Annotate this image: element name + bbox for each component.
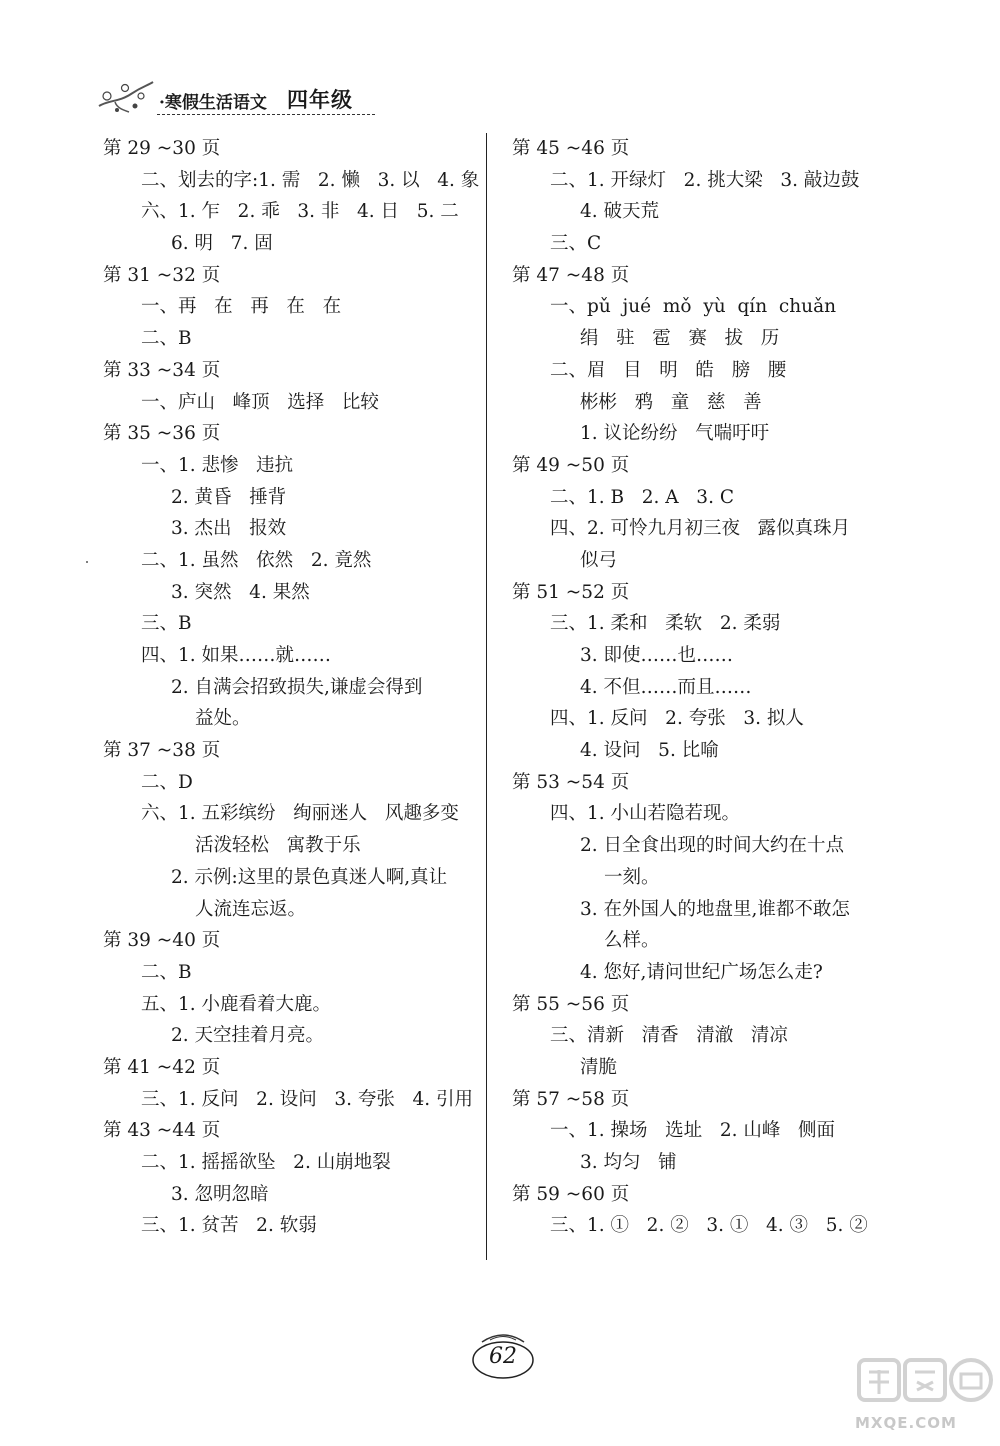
- answer-line: 二、1. 开绿灯 2. 挑大梁 3. 敲边鼓: [550, 169, 860, 191]
- answer-line: 四、1. 如果……就……: [141, 645, 332, 666]
- answer-line: 一、1. 悲惨 违抗: [141, 454, 294, 476]
- answer-line: 4. 不但……而且……: [580, 676, 752, 698]
- answer-line: 二、1. B 2. A 3. C: [550, 486, 734, 508]
- answer-line: 二、眉 目 明 皓 膀 腰: [550, 359, 787, 381]
- answer-line: 绢 驻 雹 赛 拔 历: [580, 328, 780, 350]
- answer-line: 一、pǔ jué mǒ yù qín chuǎn: [550, 296, 837, 318]
- answer-line: 4. 破天荒: [580, 201, 660, 223]
- scan-speck: [86, 561, 88, 563]
- answer-line: 3. 即使……也……: [580, 645, 734, 666]
- answer-line: 3. 杰出 报效: [171, 518, 287, 540]
- answer-line: 么样。: [604, 930, 660, 952]
- answer-line: 二、D: [141, 771, 193, 793]
- page-range-heading: 第 49 ~50 页: [512, 454, 630, 476]
- page-range-heading: 第 57 ~58 页: [512, 1088, 630, 1110]
- right-answer-column: [512, 133, 912, 1242]
- answer-line: 二、1. 虽然 依然 2. 竟然: [141, 549, 372, 571]
- answer-line: 一、再 在 再 在 在: [141, 296, 342, 318]
- answer-line: 似弓: [580, 549, 618, 571]
- answer-line: 4. 设问 5. 比喻: [580, 740, 719, 762]
- page-range-heading: 第 31 ~32 页: [103, 264, 221, 286]
- answer-line: 2. 示例:这里的景色真迷人啊,真让: [171, 866, 448, 888]
- header-rule: [157, 114, 375, 115]
- answer-line: 人流连忘返。: [195, 898, 307, 920]
- answer-line: 一、庐山 峰顶 选择 比较: [141, 391, 379, 413]
- answer-line: 六、1. 乍 2. 乖 3. 非 4. 日 5. 二: [141, 201, 459, 223]
- answer-line: 2. 天空挂着月亮。: [171, 1025, 325, 1047]
- page-range-heading: 第 51 ~52 页: [512, 581, 630, 603]
- answer-line: 活泼轻松 寓教于乐: [195, 835, 361, 857]
- answer-line: 清脆: [580, 1056, 618, 1078]
- answer-line: 3. 在外国人的地盘里,谁都不敢怎: [580, 898, 850, 920]
- answer-line: 二、划去的字:1. 需 2. 懒 3. 以 4. 象: [141, 169, 480, 191]
- page-range-heading: 第 39 ~40 页: [103, 930, 221, 952]
- answer-line: 3. 均匀 铺: [580, 1152, 677, 1173]
- answer-line: 三、1. 反问 2. 设问 3. 夸张 4. 引用: [141, 1088, 474, 1110]
- page-range-heading: 第 47 ~48 页: [512, 264, 630, 286]
- watermark-logo-icon: [855, 1352, 995, 1412]
- answer-line: 彬彬 鸦 童 慈 善: [580, 391, 762, 413]
- answer-line: 2. 自满会招致损失,谦虚会得到: [171, 676, 423, 698]
- answer-line: 三、C: [550, 233, 602, 255]
- answer-line: 五、1. 小鹿看着大鹿。: [141, 993, 332, 1015]
- answer-line: 二、B: [141, 961, 192, 983]
- answer-line: 二、B: [141, 328, 192, 350]
- watermark: [855, 1352, 995, 1442]
- page-range-heading: 第 59 ~60 页: [512, 1183, 630, 1205]
- answer-line: 1. 议论纷纷 气喘吁吁: [580, 423, 770, 445]
- page-range-heading: 第 41 ~42 页: [103, 1056, 221, 1078]
- answer-line: 三、1. 柔和 柔软 2. 柔弱: [550, 613, 781, 635]
- answer-line: 一、1. 操场 选址 2. 山峰 侧面: [550, 1120, 835, 1142]
- page-number: 62: [489, 1344, 517, 1369]
- answer-line: 3. 忽明忽暗: [171, 1183, 269, 1205]
- answer-line: 三、清新 清香 清澈 清凉: [550, 1025, 788, 1047]
- watermark-url: MXQE.COM: [855, 1414, 957, 1432]
- page-footer: [468, 1322, 538, 1390]
- answer-line: 四、1. 小山若隐若现。: [550, 803, 741, 825]
- left-answer-column: [103, 133, 483, 1242]
- answer-line: 三、1. 贫苦 2. 软弱: [141, 1215, 317, 1237]
- answer-line: 六、1. 五彩缤纷 绚丽迷人 风趣多变: [141, 803, 459, 825]
- plum-blossom-icon: [95, 76, 157, 116]
- page-range-heading: 第 33 ~34 页: [103, 359, 221, 381]
- page-range-heading: 第 53 ~54 页: [512, 771, 630, 793]
- page-range-heading: 第 37 ~38 页: [103, 740, 221, 762]
- answer-line: 3. 突然 4. 果然: [171, 581, 310, 603]
- page-range-heading: 第 55 ~56 页: [512, 993, 630, 1015]
- answer-line: 2. 日全食出现的时间大约在十点: [580, 835, 845, 857]
- answer-line: 一刻。: [604, 866, 660, 888]
- page-range-heading: 第 45 ~46 页: [512, 138, 630, 159]
- answer-line: 三、1. ① 2. ② 3. ① 4. ③ 5. ②: [550, 1215, 868, 1237]
- grade-label: 四年级: [287, 88, 353, 112]
- answer-line: 三、B: [141, 613, 192, 635]
- page-range-heading: 第 29 ~30 页: [103, 138, 221, 159]
- answer-line: 2. 黄昏 捶背: [171, 486, 287, 508]
- page-range-heading: 第 43 ~44 页: [103, 1120, 221, 1142]
- answer-line: 四、2. 可怜九月初三夜 露似真珠月: [550, 518, 851, 540]
- answer-line: 四、1. 反问 2. 夸张 3. 拟人: [550, 708, 804, 730]
- answer-line: 6. 明 7. 固: [171, 233, 273, 255]
- book-title: ·寒假生活语文: [159, 93, 267, 113]
- answer-line: 益处。: [195, 708, 251, 730]
- answer-line: 二、1. 摇摇欲坠 2. 山崩地裂: [141, 1152, 391, 1173]
- page-header: [95, 72, 365, 124]
- page-range-heading: 第 35 ~36 页: [103, 423, 221, 445]
- answer-line: 4. 您好,请问世纪广场怎么走?: [580, 961, 823, 983]
- column-divider: [486, 133, 487, 1260]
